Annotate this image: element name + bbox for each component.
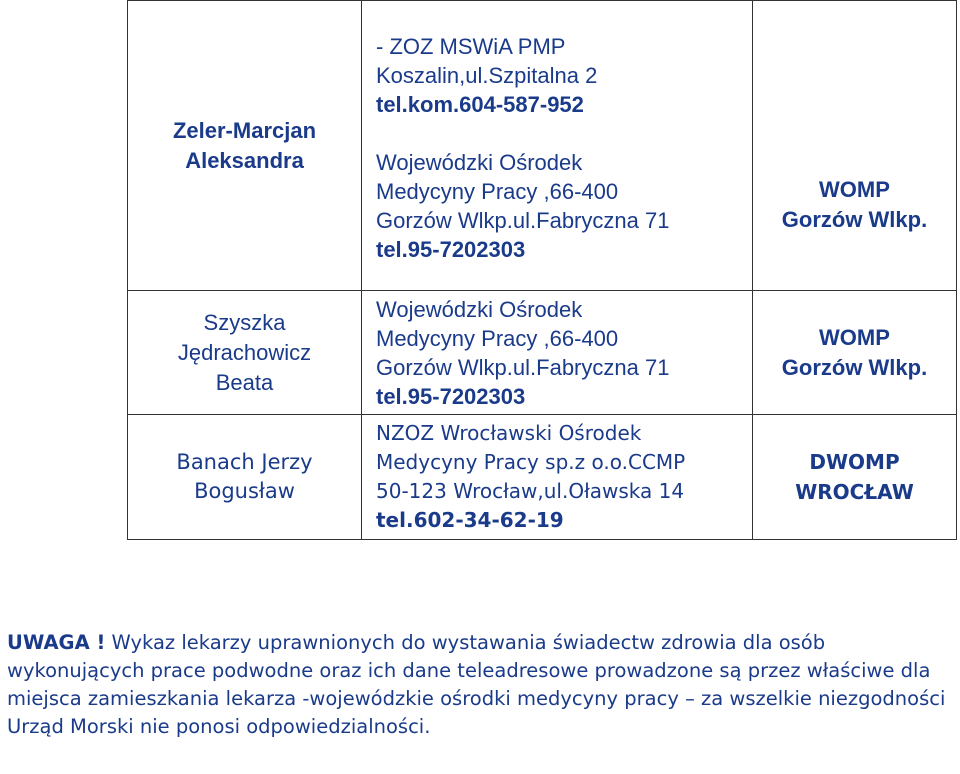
notice-text: Wykaz lekarzy uprawnionych do wystawania świadectw zdrowia dla osób wykonujących prace podwodne oraz ich dane teleadresowe prowadzone są przez właściwe dla miejsca zamieszkania lekarza -wojewódzkie ośrodki medycyny pracy – za wszelkie niezgodności Urząd Morski nie ponosi odpowiedzialności.: [7, 631, 946, 738]
unit-line: WOMP: [819, 176, 890, 202]
address-cell: [362, 415, 753, 540]
address-line: NZOZ Wrocławski Ośrodek: [376, 421, 642, 445]
address-line: 50-123 Wrocław,ul.Oławska 14: [376, 479, 685, 503]
notice-warning: UWAGA !: [7, 631, 106, 654]
doctor-name-line: Jędrachowicz: [177, 339, 312, 365]
doctor-name-line: Banach Jerzy: [176, 450, 313, 474]
notice-paragraph: [7, 629, 957, 741]
table-row: [128, 415, 957, 540]
unit-line: WROCŁAW: [795, 480, 914, 504]
doctor-name-cell: [128, 415, 362, 540]
unit-line: DWOMP: [809, 450, 900, 474]
address-line: - ZOZ MSWiA PMP: [376, 33, 566, 59]
table-row: [128, 1, 957, 291]
doctor-name-line: Zeler-Marcjan: [172, 117, 317, 143]
unit-line: Gorzów Wlkp.: [781, 354, 928, 380]
unit-line: WOMP: [819, 324, 890, 350]
doctor-name-line: Beata: [215, 369, 274, 395]
doctor-name-line: Szyszka: [203, 309, 286, 335]
phone-line: tel.95-7202303: [376, 236, 526, 262]
address-line: Koszalin,ul.Szpitalna 2: [376, 62, 598, 88]
address-line: Medycyny Pracy ,66-400: [376, 325, 619, 351]
phone-line: tel.95-7202303: [376, 383, 526, 409]
phone-line: tel.602-34-62-19: [376, 508, 564, 532]
address-line: Wojewódzki Ośrodek: [376, 296, 583, 322]
unit-cell: [753, 1, 957, 291]
phone-line: tel.kom.604-587-952: [376, 91, 584, 117]
unit-cell: [753, 415, 957, 540]
unit-cell: [753, 291, 957, 415]
unit-line: Gorzów Wlkp.: [781, 206, 928, 232]
address-line: Medycyny Pracy sp.z o.o.CCMP: [376, 450, 686, 474]
address-line: Gorzów Wlkp.ul.Fabryczna 71: [376, 354, 670, 380]
address-cell: [362, 291, 753, 415]
address-line: Gorzów Wlkp.ul.Fabryczna 71: [376, 207, 670, 233]
doctor-name-cell: [128, 1, 362, 291]
doctors-table: [127, 0, 957, 540]
doctor-name-line: Bogusław: [194, 479, 295, 503]
address-cell: [362, 1, 753, 291]
doctor-name-line: Aleksandra: [185, 147, 304, 173]
address-line: Wojewódzki Ośrodek: [376, 149, 583, 175]
address-line: Medycyny Pracy ,66-400: [376, 178, 619, 204]
table-row: [128, 291, 957, 415]
doctor-name-cell: [128, 291, 362, 415]
